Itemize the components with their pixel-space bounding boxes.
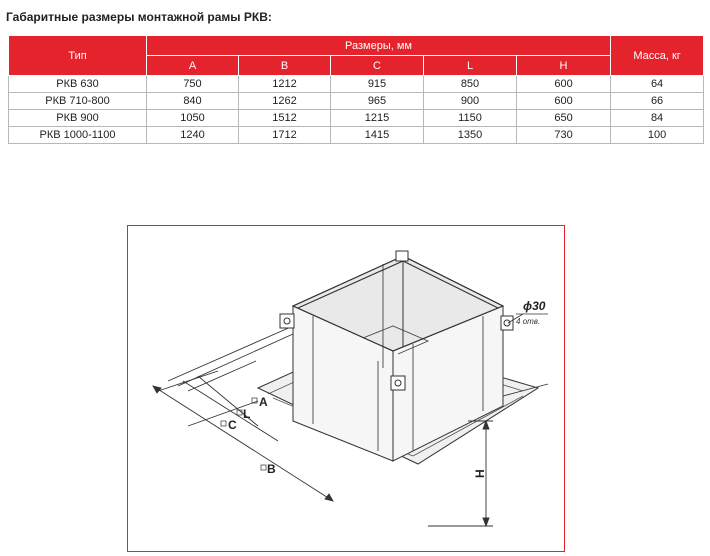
cell-B: 1262 <box>239 93 331 110</box>
header-B: B <box>239 56 331 76</box>
header-H: H <box>517 56 611 76</box>
cell-B: 1512 <box>239 110 331 127</box>
table-row <box>9 127 704 144</box>
cell-A: 1050 <box>147 110 239 127</box>
cell-C: 915 <box>331 76 424 93</box>
dimension-C-label: C <box>228 418 237 432</box>
cell-type: РКВ 900 <box>9 110 147 127</box>
table-row <box>9 110 704 127</box>
header-dimensions: Размеры, мм <box>147 36 611 56</box>
dimension-A-label: A <box>259 395 268 409</box>
cell-A: 840 <box>147 93 239 110</box>
cell-L: 1350 <box>424 127 517 144</box>
cell-mass: 100 <box>611 127 704 144</box>
cell-A: 750 <box>147 76 239 93</box>
dimensions-table <box>8 35 704 144</box>
cell-type: РКВ 1000-1100 <box>9 127 147 144</box>
cell-H: 600 <box>517 76 611 93</box>
cell-C: 1215 <box>331 110 424 127</box>
header-mass: Масса, кг <box>611 36 704 76</box>
cell-mass: 66 <box>611 93 704 110</box>
drawing-frame <box>127 225 565 552</box>
mounting-frame-drawing <box>128 226 566 553</box>
dimension-H-label: H <box>473 469 487 478</box>
cell-B: 1212 <box>239 76 331 93</box>
cell-B: 1712 <box>239 127 331 144</box>
cell-type: РКВ 710-800 <box>9 93 147 110</box>
cell-L: 900 <box>424 93 517 110</box>
cell-H: 730 <box>517 127 611 144</box>
cell-L: 1150 <box>424 110 517 127</box>
hole-count-label: 4 отв. <box>516 317 541 326</box>
hole-diameter-label: ϕ30 <box>523 299 546 313</box>
cell-C: 965 <box>331 93 424 110</box>
dimension-B-label: B <box>267 462 276 476</box>
header-L: L <box>424 56 517 76</box>
header-A: A <box>147 56 239 76</box>
table-row <box>9 76 704 93</box>
dimension-L-label: L <box>243 407 251 421</box>
cell-mass: 64 <box>611 76 704 93</box>
page-title: Габаритные размеры монтажной рамы РКВ: <box>6 10 272 24</box>
cell-H: 600 <box>517 93 611 110</box>
cell-mass: 84 <box>611 110 704 127</box>
cell-H: 650 <box>517 110 611 127</box>
header-C: C <box>331 56 424 76</box>
cell-C: 1415 <box>331 127 424 144</box>
cell-L: 850 <box>424 76 517 93</box>
cell-type: РКВ 630 <box>9 76 147 93</box>
header-type: Тип <box>9 36 147 76</box>
cell-A: 1240 <box>147 127 239 144</box>
table-row <box>9 93 704 110</box>
